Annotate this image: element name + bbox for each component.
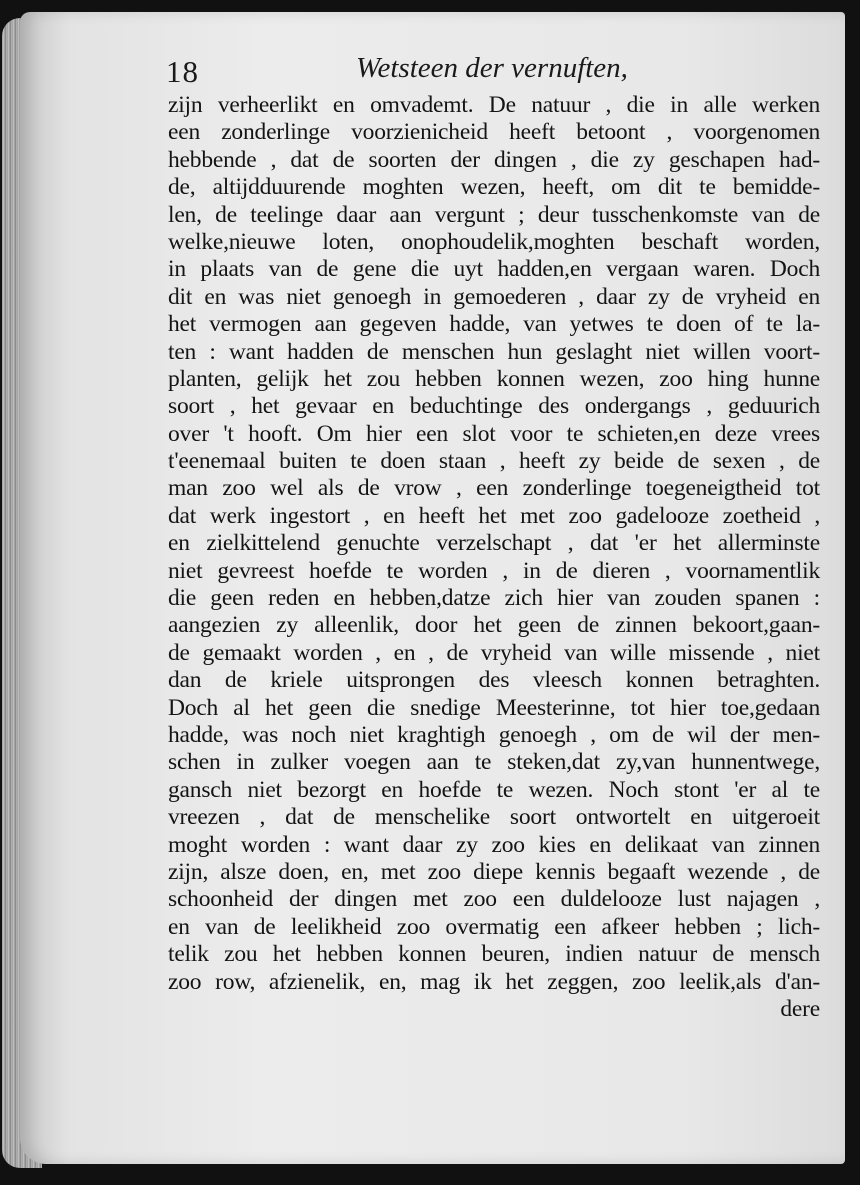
page-number: 18 xyxy=(166,54,199,89)
text-line: zoo row, afzienelik, en, mag ik het zeggen, zoo leelik,als d'an- xyxy=(168,968,820,995)
text-line: een zonderlinge voorzienicheid heeft betoont , voorgenomen xyxy=(168,119,820,146)
text-line: het vermogen aan gegeven hadde, van yetwes te doen of te la- xyxy=(168,311,820,338)
text-line: en zielkittelend genuchte verzelschapt , dat 'er het allerminste xyxy=(168,530,820,557)
text-line: hadde, was noch niet kraghtigh genoegh , om de wil der men- xyxy=(168,721,820,748)
text-line: de gemaakt worden , en , de vryheid van wille missende , niet xyxy=(168,639,820,666)
text-line: zijn, alsze doen, en, met zoo diepe kennis begaaft wezende , de xyxy=(168,858,820,885)
text-line: hebbende , dat de soorten der dingen , die zy geschapen had- xyxy=(168,146,820,173)
text-line: de, altijdduurende moghten wezen, heeft, om dit te bemidde- xyxy=(168,174,820,201)
text-line: len, de teelinge daar aan vergunt ; deur tusschenkomste van de xyxy=(168,201,820,228)
text-line: Doch al het geen die snedige Meesterinne, tot hier toe,gedaan xyxy=(168,694,820,721)
text-line: en van de leelikheid zoo overmatig een afkeer hebben ; lich- xyxy=(168,913,820,940)
page-header xyxy=(166,48,766,92)
text-line: niet gevreest hoefde te worden , in de dieren , voornamentlik xyxy=(168,557,820,584)
text-line: dat werk ingestort , en heeft het met zoo gadelooze zoetheid , xyxy=(168,502,820,529)
text-line: moght worden : want daar zy zoo kies en delikaat van zinnen xyxy=(168,831,820,858)
text-line: gansch niet bezorgt en hoefde te wezen. Noch stont 'er al te xyxy=(168,776,820,803)
running-title: Wetsteen der vernuften, xyxy=(356,52,628,84)
text-line: schoonheid der dingen met zoo een duldelooze lust najagen , xyxy=(168,886,820,913)
catchword: dere xyxy=(780,995,820,1022)
text-line: soort , het gevaar en beduchtinge des ondergangs , geduurich xyxy=(168,393,820,420)
text-line: man zoo wel als de vrow , een zonderlinge toegeneigtheid tot xyxy=(168,475,820,502)
text-line: ten : want hadden de menschen hun geslaght niet willen voort- xyxy=(168,338,820,365)
text-line: zijn verheerlikt en omvademt. De natuur , die in alle werken xyxy=(168,92,820,118)
text-line: in plaats van de gene die uyt hadden,en vergaan waren. Doch xyxy=(168,256,820,283)
text-line: dit en was niet genoegh in gemoederen , daar zy de vryheid en xyxy=(168,283,820,310)
body-text xyxy=(168,92,820,1023)
text-line: schen in zulker voegen aan te steken,dat zy,van hunnentwege, xyxy=(168,749,820,776)
text-line: vreezen , dat de menschelike soort ontwortelt en uitgeroeit xyxy=(168,804,820,831)
text-line: telik zou het hebben konnen beuren, indien natuur de mensch xyxy=(168,941,820,968)
text-line: welke,nieuwe loten, onophoudelik,moghten beschaft worden, xyxy=(168,228,820,255)
text-line: planten, gelijk het zou hebben konnen wezen, zoo hing hunne xyxy=(168,365,820,392)
text-line: die geen reden en hebben,datze zich hier van zouden spanen : xyxy=(168,585,820,612)
text-line: over 't hooft. Om hier een slot voor te schieten,en deze vrees xyxy=(168,420,820,447)
text-line: dan de kriele uitsprongen des vleesch konnen betraghten. xyxy=(168,667,820,694)
text-line: aangezien zy alleenlik, door het geen de zinnen bekoort,gaan- xyxy=(168,612,820,639)
text-line: t'eenemaal buiten te doen staan , heeft zy beide de sexen , de xyxy=(168,448,820,475)
